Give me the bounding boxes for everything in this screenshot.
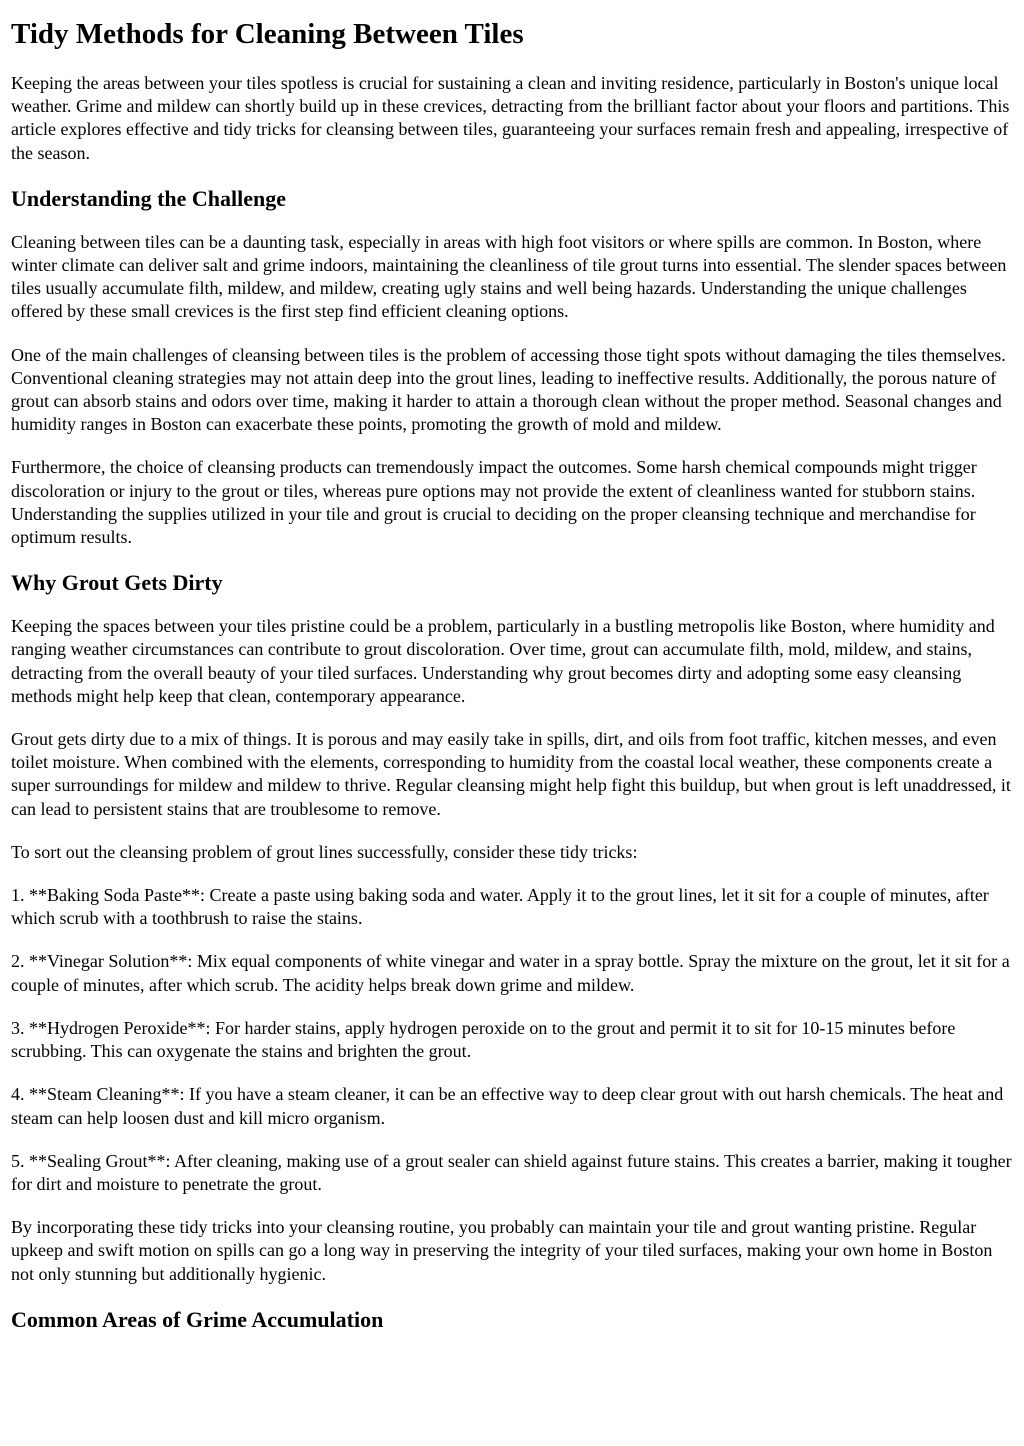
paragraph: Furthermore, the choice of cleansing products can tremendously impact the outcomes. Some harsh chemical compounds might trigger discoloration or injury to the grout or tiles, whereas pure options may not provide the extent of cleanliness wanted for stubborn stains. Understanding the supplies utilized in your tile and grout is crucial to deciding on the proper cleansing technique and merchandise for optimum results.	[11, 457, 977, 548]
tip-item: 5. **Sealing Grout**: After cleaning, making use of a grout sealer can shield against future stains. This creates a barrier, making it tougher for dirt and moisture to penetrate the grout.	[11, 1150, 1012, 1194]
tip-item: 2. **Vinegar Solution**: Mix equal components of white vinegar and water in a spray bottle. Spray the mixture on the grout, let it sit for a couple of minutes, after which scrub. The acidity helps break down grime and mildew.	[11, 951, 1010, 995]
paragraph: Grout gets dirty due to a mix of things. It is porous and may easily take in spills, dirt, and oils from foot traffic, kitchen messes, and even toilet moisture. When combined with the elements, corresponding to humidity from the coastal local weather, these components create a super surroundings for mildew and mildew to thrive. Regular cleansing might help fight this buildup, but when grout is left unaddressed, it can lead to persistent stains that are troublesome to remove.	[11, 729, 1011, 819]
tip-item: 4. **Steam Cleaning**: If you have a steam cleaner, it can be an effective way to deep clear grout with out harsh chemicals. The heat and steam can help loosen dust and kill micro organism.	[11, 1084, 1004, 1128]
paragraph: Cleaning between tiles can be a daunting task, especially in areas with high foot visitors or where spills are common. In Boston, where winter climate can deliver salt and grime indoors, maintaining the cleanliness of tile grout turns into essential. The slender spaces between tiles usually accumulate filth, mildew, and mildew, creating ugly stains and well being hazards. Understanding the unique challenges offered by these small crevices is the first step find efficient cleaning options.	[11, 231, 1007, 322]
paragraph: By incorporating these tidy tricks into your cleansing routine, you probably can maintain your tile and grout wanting pristine. Regular upkeep and swift motion on spills can go a long way in preserving the integrity of your tiled surfaces, making your own home in Boston not only stunning but additionally hygienic.	[11, 1217, 993, 1284]
intro-paragraph: Keeping the areas between your tiles spotless is crucial for sustaining a clean and inviting residence, particularly in Boston's unique local weather. Grime and mildew can shortly build up in these crevices, detracting from the brilliant factor about your floors and partitions. This article explores effective and tidy tricks for cleansing between tiles, guaranteeing your surfaces remain fresh and appealing, irrespective of the season.	[11, 73, 1010, 163]
page-title: Tidy Methods for Cleaning Between Tiles	[11, 18, 524, 50]
tip-item: 3. **Hydrogen Peroxide**: For harder stains, apply hydrogen peroxide on to the grout and permit it to sit for 10-15 minutes before scrubbing. This can oxygenate the stains and brighten the grout.	[11, 1017, 956, 1062]
paragraph: Keeping the spaces between your tiles pristine could be a problem, particularly in a bustling metropolis like Boston, where humidity and ranging weather circumstances can contribute to grout discoloration. Over time, grout can accumulate filth, mold, mildew, and stains, detracting from the overall beauty of your tiled surfaces. Understanding why grout becomes dirty and adopting some easy cleansing methods might help keep that clean, contemporary appearance.	[11, 616, 995, 706]
section-heading-understanding: Understanding the Challenge	[11, 185, 287, 211]
tip-item: 1. **Baking Soda Paste**: Create a paste using baking soda and water. Apply it to the grout lines, let it sit for a couple of minutes, after which scrub with a toothbrush to raise the stains.	[11, 885, 989, 929]
paragraph: One of the main challenges of cleansing between tiles is the problem of accessing those tight spots without damaging the tiles themselves. Conventional cleaning strategies may not attain deep into the grout lines, leading to ineffective results. Additionally, the porous nature of grout can absorb stains and odors over time, making it harder to attain a thorough clean without the proper method. Seasonal changes and humidity ranges in Boston can exacerbate these points, promoting the growth of mold and mildew.	[11, 344, 1006, 435]
section-heading-common-areas: Common Areas of Grime Accumulation	[11, 1306, 384, 1332]
paragraph: To sort out the cleansing problem of grout lines successfully, consider these tidy tricks:	[11, 841, 638, 862]
section-heading-why-grout: Why Grout Gets Dirty	[11, 570, 223, 596]
